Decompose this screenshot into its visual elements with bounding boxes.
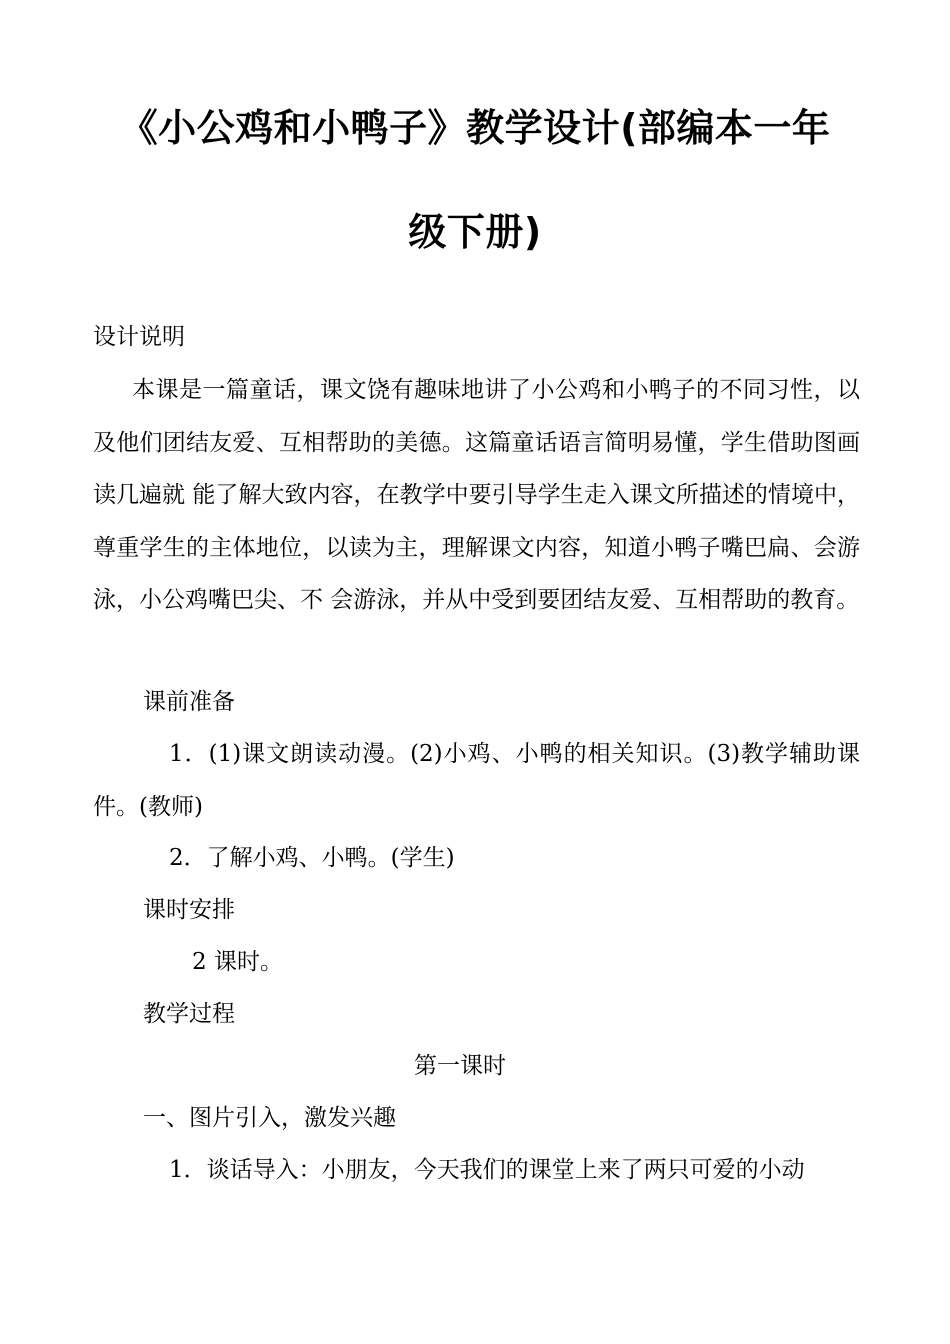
document-title-line-2: 级下册) <box>408 210 542 254</box>
document-title-line-1: 《小公鸡和小鸭子》教学设计(部编本一年 <box>119 106 831 150</box>
part1-heading: 一、图片引入，激发兴趣 <box>143 1105 396 1131</box>
prep-item-2: 2．了解小鸡、小鸭。(学生) <box>169 845 455 871</box>
prep-heading: 课前准备 <box>143 689 235 715</box>
schedule-body: 2 课时。 <box>192 949 283 975</box>
design-body-paragraph: 本课是一篇童话，课文饶有趣味地讲了小公鸡和小鸭子的不同习性，以及他们团结友爱、互相帮助的美德。这篇童话语言简明易懂，学生借助图画读几遍就 能了解大致内容，在教学中要引导学生走入课文所描述的情境中，尊重学生的主体地位，以读为主，理解课文内容，知道小鸭子嘴巴扁、会游泳，小公鸡嘴巴尖、不 会游泳，并从中受到要团结友爱、互相帮助的教育。 <box>93 377 860 613</box>
part1-item-1: 1．谈话导入：小朋友，今天我们的课堂上来了两只可爱的小动 <box>169 1157 805 1183</box>
prep-item-1: 1．(1)课文朗读动漫。(2)小鸡、小鸭的相关知识。(3)教学辅助课件。(教师) <box>93 741 860 820</box>
lesson1-heading: 第一课时 <box>414 1053 506 1079</box>
schedule-heading: 课时安排 <box>143 897 235 923</box>
design-heading: 设计说明 <box>93 324 185 350</box>
process-heading: 教学过程 <box>143 1001 235 1027</box>
